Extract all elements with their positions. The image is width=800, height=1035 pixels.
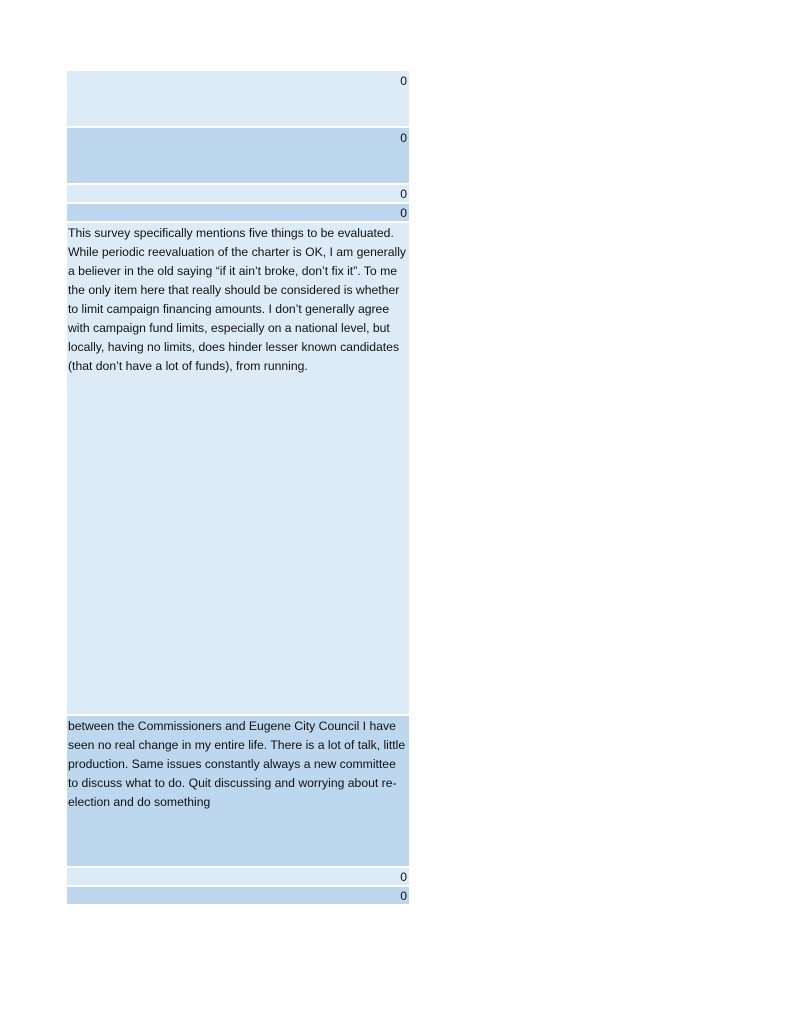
cell-row-5-comment[interactable]: This survey specifically mentions five things to be evaluated. While periodic reevaluation of the charter is OK, I am generally a believer in the old saying “if it ain’t broke, don’t fix it”. To me the only item here that really should be considered is whether to limit campaign financing amounts. I don’t generally agree with campaign fund limits, especially on a national level, but locally, having no limits, does hinder lesser known candidates (that don’t have a lot of funds), from running. [67,223,409,716]
cell-row-7[interactable]: 0 [67,868,409,887]
cell-row-3[interactable]: 0 [67,185,409,204]
cell-row-6-comment[interactable]: between the Commissioners and Eugene City Council I have seen no real change in my entire life. There is a lot of talk, little production. Same issues constantly always a new committee to discuss what to do. Quit discussing and worrying about re-election and do something [67,716,409,868]
cell-row-1[interactable]: 0 [67,71,409,128]
cell-row-4[interactable]: 0 [67,204,409,223]
cell-row-2[interactable]: 0 [67,128,409,185]
cell-row-8[interactable]: 0 [67,887,409,906]
spreadsheet-column [67,71,409,906]
